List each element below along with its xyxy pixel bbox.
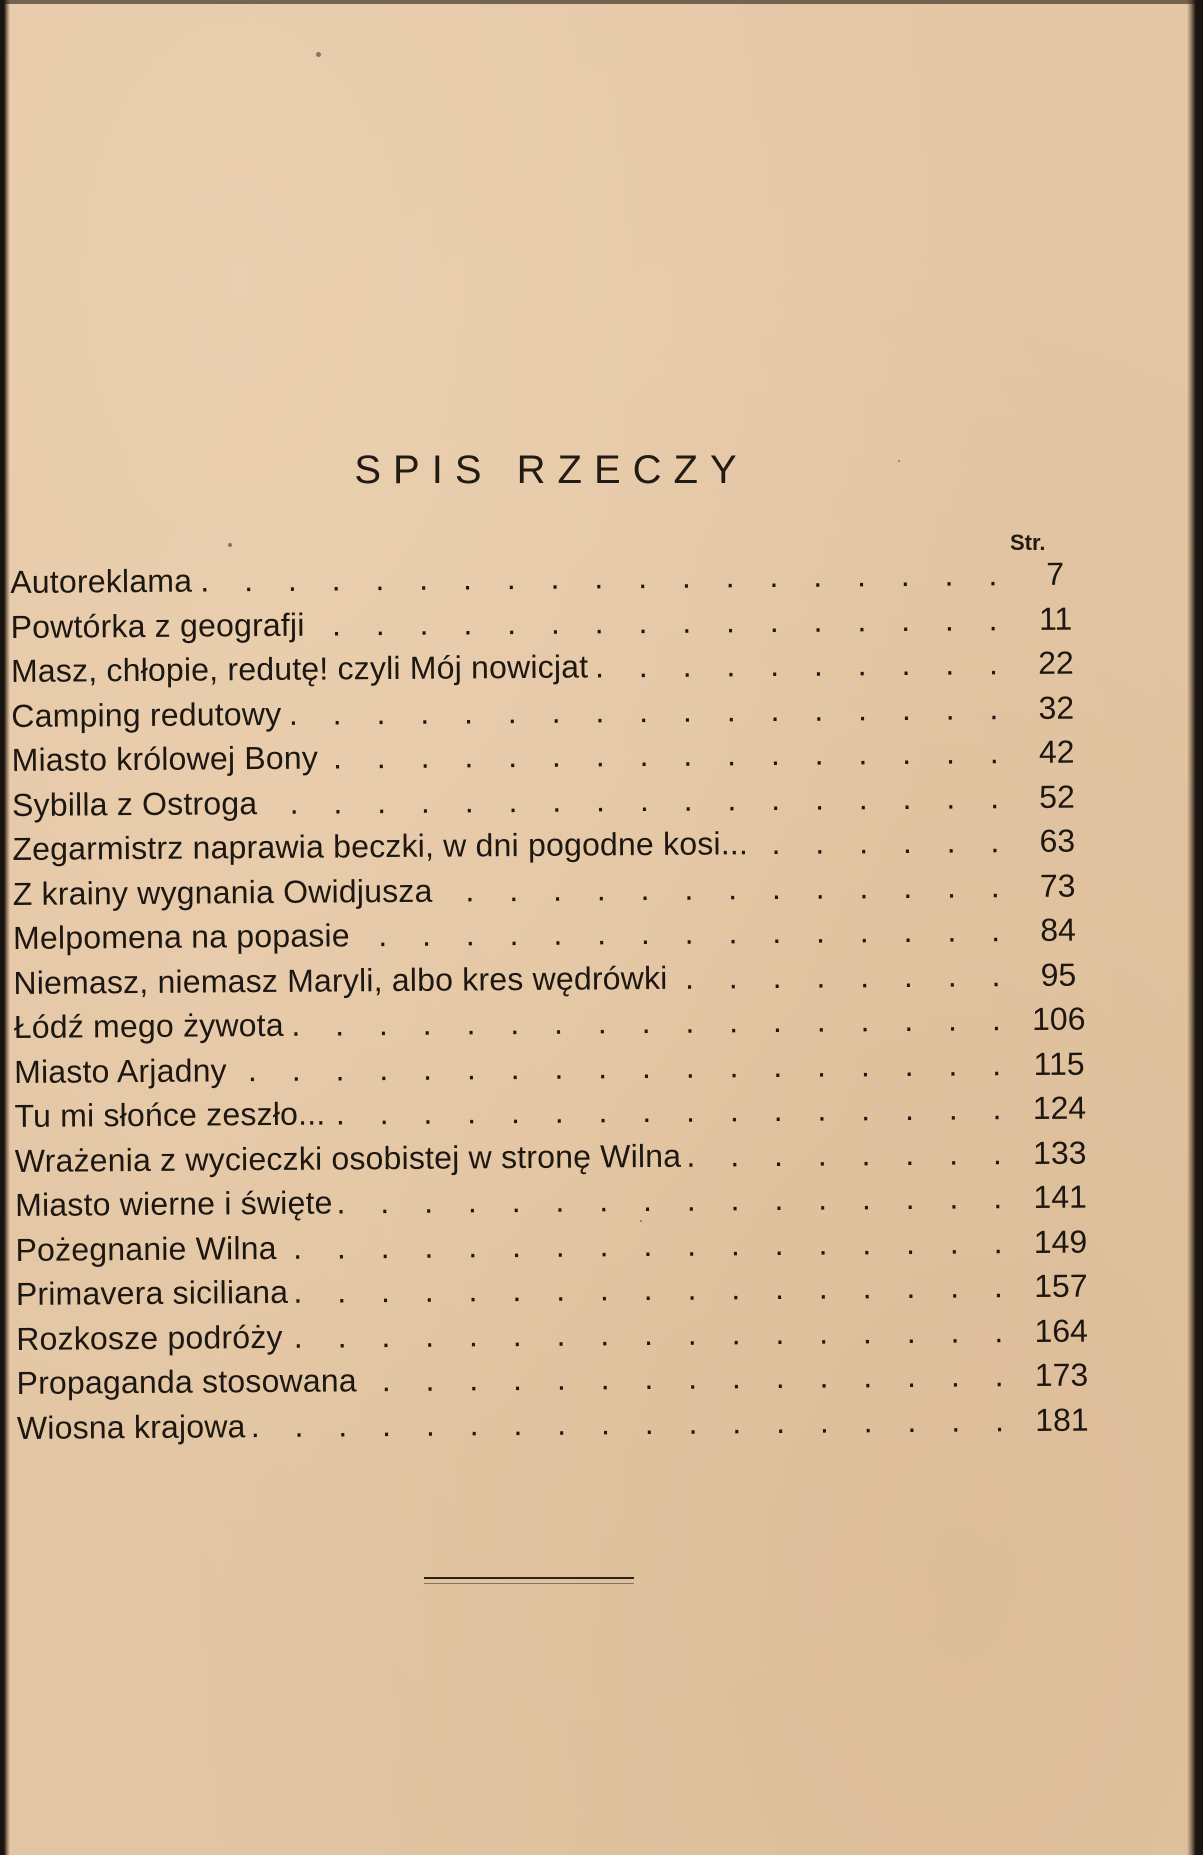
toc-entry-page: 157: [1033, 1267, 1088, 1304]
toc-entry-title: Melpomena na popasie: [12, 917, 350, 956]
toc-entry-page: 115: [1033, 1045, 1085, 1082]
dot-leader: [304, 597, 1020, 647]
page-right-edge: [1187, 0, 1203, 1855]
dot-leader: [318, 730, 1022, 780]
toc-entry-title: Zegarmistrz naprawia beczki, w dni pogodne kosi...: [12, 825, 749, 867]
dot-leader: [350, 908, 1024, 957]
toc-entry-title: Niemasz, niemasz Maryli, albo kres wędrówki: [13, 959, 668, 1001]
toc-entry-title: Sybilla z Ostroga: [11, 784, 258, 823]
toc-entry-title: Rozkosze podróży: [16, 1318, 283, 1357]
toc-entry-title: Powtórka z geografji: [10, 606, 305, 645]
dot-leader: [288, 1264, 1026, 1314]
dot-leader: [245, 1398, 1027, 1448]
toc-entry-page: 95: [1040, 956, 1077, 993]
dot-leader: [192, 552, 1020, 603]
toc-entry-title: Autoreklama: [10, 562, 193, 600]
table-of-contents: [10, 538, 1097, 1446]
toc-entry-title: Masz, chłopie, redutę! czyli Mój nowicjat: [10, 648, 589, 689]
toc-entry-page: 124: [1032, 1089, 1087, 1126]
dot-leader: [432, 864, 1023, 913]
toc-entry-title: Camping redutowy: [11, 695, 282, 734]
toc-entry-page: 73: [1039, 867, 1076, 904]
toc-entry-page: 52: [1039, 778, 1075, 815]
dot-leader: [284, 997, 1024, 1047]
toc-entry-title: Łódź mego żywota: [13, 1006, 284, 1045]
toc-entry-title: Z krainy wygnania Owidjusza: [12, 872, 433, 912]
toc-entry-title: Miasto Arjadny: [13, 1051, 227, 1090]
toc-entry-page: 32: [1038, 689, 1075, 726]
toc-entry-page: 11: [1038, 600, 1073, 637]
dot-leader: [282, 1309, 1026, 1359]
dot-leader: [748, 819, 1023, 865]
toc-entry-title: Tu mi słońce zeszło...: [14, 1095, 326, 1134]
toc-entry-title: Wrażenia z wycieczki osobistej w stronę Wilna: [14, 1137, 682, 1179]
toc-entry-page: 7: [1046, 555, 1065, 592]
dot-leader: [667, 953, 1023, 1000]
toc-entry-page: 63: [1039, 822, 1076, 859]
toc-entry-page: 164: [1034, 1312, 1089, 1349]
toc-entry-page: 141: [1033, 1178, 1087, 1215]
paper-speck: [316, 52, 321, 57]
toc-entry-page: 133: [1032, 1134, 1087, 1171]
toc-entry: [10, 538, 1090, 600]
toc-entry-page: 84: [1040, 911, 1076, 948]
toc-entry-title: Propaganda stosowana: [16, 1362, 357, 1401]
toc-entry-title: Miasto wierne i święte: [15, 1184, 333, 1223]
toc-entry-page: 173: [1034, 1356, 1089, 1393]
toc-entry-page: 106: [1031, 1000, 1086, 1037]
dot-leader: [281, 686, 1021, 736]
dot-leader: [681, 1131, 1025, 1178]
dot-leader: [332, 1175, 1025, 1224]
dot-leader: [588, 641, 1021, 688]
page-top-edge: [0, 0, 1203, 4]
page-column-header: Str.: [1010, 530, 1046, 555]
dot-leader: [227, 1042, 1025, 1092]
dot-leader: [276, 1220, 1025, 1270]
dot-leader: [325, 1086, 1024, 1135]
toc-entry-title: Miasto królowej Bony: [11, 739, 319, 778]
toc-entry-page: 149: [1033, 1223, 1088, 1260]
page-left-edge: [0, 0, 10, 1855]
toc-entry-page: 181: [1035, 1401, 1089, 1438]
toc-entry-title: Wiosna krajowa: [16, 1407, 246, 1446]
toc-entry-page: 22: [1038, 644, 1074, 681]
toc-entry-page: 42: [1038, 733, 1075, 770]
toc-entry-title: Primavera siciliana: [15, 1273, 289, 1312]
toc-entry-title: Pożegnanie Wilna: [15, 1229, 277, 1268]
page-title: SPIS RZECZY: [354, 448, 749, 492]
dot-leader: [257, 775, 1022, 825]
end-ornament-rule: [424, 1577, 634, 1584]
dot-leader: [357, 1353, 1027, 1402]
